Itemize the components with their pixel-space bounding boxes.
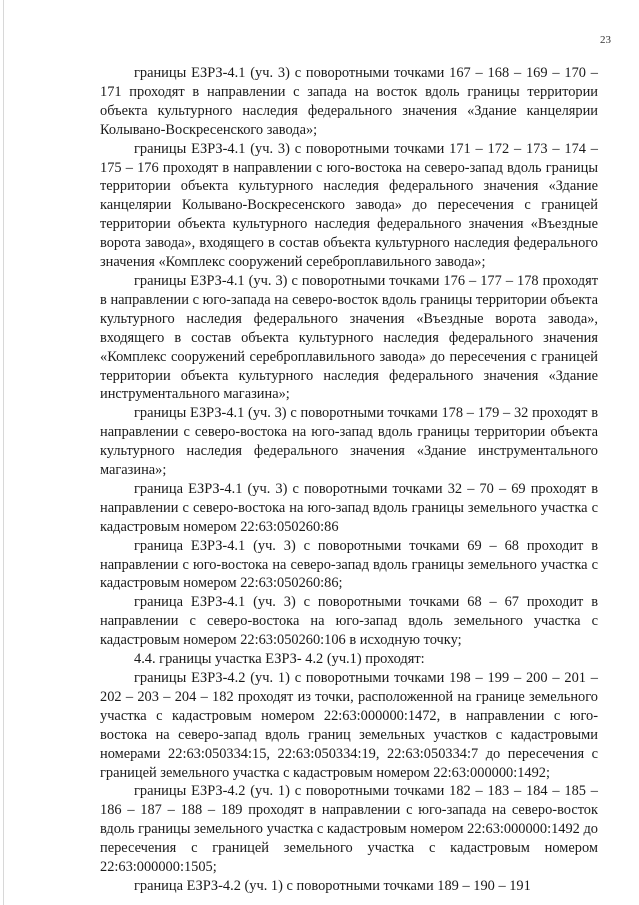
paragraph-8: границы ЕЗРЗ-4.2 (уч. 1) с поворотными точками 198 – 199 – 200 – 201 – 202 – 203 – 204 – 182 проходят из точки, расположенной на границе земельного участка с кадастровым номером 22:63:000000:1472, в направлении с юго-востока на северо-запад вдоль границ земельных участков с кадастровыми номерами 22:63:050334:15, 22:63:050334:19, 22:63:050334:7 до пересечения с границей земельного участка с кадастровым номером 22:63:000000:1492; — [100, 670, 598, 781]
body-text — [100, 64, 598, 896]
paragraph-3: границы ЕЗРЗ-4.1 (уч. 3) с поворотными точками 176 – 177 – 178 проходят в направлении с юго-запада на северо-восток вдоль границы территории объекта культурного наследия федерального значения «Въездные ворота завода», входящего в состав объекта культурного наследия федерального значения «Комплекс сооружений сереброплавильного завода» до пересечения с границей территории объекта культурного наследия федерального значения «Здание инструментального магазина»; — [100, 272, 598, 403]
paragraph-2: границы ЕЗРЗ-4.1 (уч. 3) с поворотными точками 171 – 172 – 173 – 174 – 175 – 176 проходят в направлении с юго-востока на северо-запад вдоль границы территории объекта культурного наследия федерального значения «Здание канцелярии Колывано-Воскресенского завода» до пересечения с границей территории объекта культурного наследия федерального значения «Въездные ворота завода», входящего в состав объекта культурного наследия федерального значения «Комплекс сооружений сереброплавильного завода»; — [100, 140, 598, 271]
paragraph-1: границы ЕЗРЗ-4.1 (уч. 3) с поворотными точками 167 – 168 – 169 – 170 – 171 проходят в направлении с запада на восток вдоль границы территории объекта культурного наследия федерального значения «Здание канцелярии Колывано-Воскресенского завода»; — [100, 65, 598, 138]
page-number: 23 — [600, 34, 611, 46]
paragraph-9: границы ЕЗРЗ-4.2 (уч. 1) с поворотными точками 182 – 183 – 184 – 185 – 186 – 187 – 188 – 189 проходят в направлении с юго-запада на северо-восток вдоль границы земельного участка с кадастровым номером 22:63:000000:1492 до пересечения с границей земельного участка с кадастровым номером 22:63:000000:1505; — [100, 783, 598, 876]
paragraph-4: границы ЕЗРЗ-4.1 (уч. 3) с поворотными точками 178 – 179 – 32 проходят в направлении с северо-востока на юго-запад вдоль границы территории объекта культурного наследия федерального значения «Здание инструментального магазина»; — [100, 405, 598, 479]
paragraph-10: граница ЕЗРЗ-4.2 (уч. 1) с поворотными точками 189 – 190 – 191 — [134, 877, 531, 894]
section-heading-4-4: 4.4. границы участка ЕЗРЗ- 4.2 (уч.1) проходят: — [134, 651, 425, 668]
paragraph-7: граница ЕЗРЗ-4.1 (уч. 3) с поворотными точками 68 – 67 проходит в направлении с северо-востока на юго-запад вдоль земельного участка с кадастровым номером 22:63:050260:106 в исходную точку; — [100, 594, 598, 649]
scan-edge-line — [3, 0, 4, 905]
paragraph-5: граница ЕЗРЗ-4.1 (уч. 3) с поворотными точками 32 – 70 – 69 проходят в направлении с северо-востока на юго-запад вдоль границы земельного участка с кадастровым номером 22:63:050260:86 — [100, 480, 598, 535]
paragraph-6: граница ЕЗРЗ-4.1 (уч. 3) с поворотными точками 69 – 68 проходит в направлении с юго-востока на северо-запад вдоль границы земельного участка с кадастровым номером 22:63:050260:86; — [100, 537, 598, 592]
